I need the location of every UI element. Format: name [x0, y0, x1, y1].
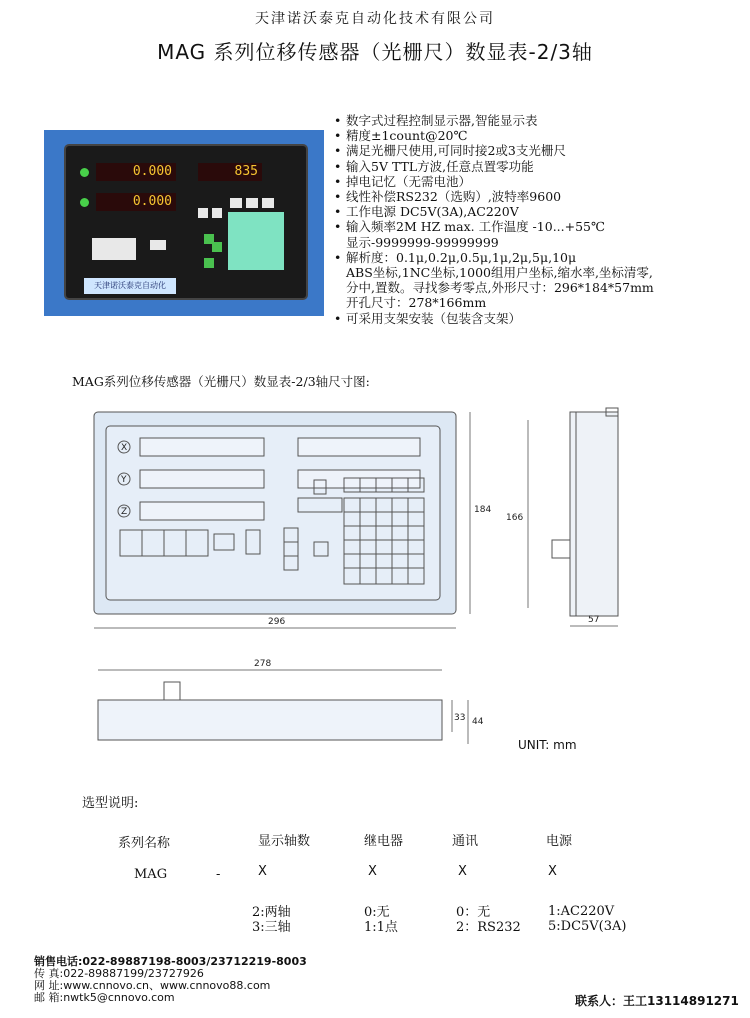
- list-item: 显示-9999999-99999999: [346, 234, 499, 250]
- list-item: • 输入5V TTL方波,任意点置零功能: [334, 159, 744, 174]
- comm-placeholder: X: [458, 864, 467, 879]
- contact-person: 联系人：王工13114891271: [575, 994, 739, 1008]
- header-power: 电源: [546, 834, 573, 849]
- axis-x-label: X: [121, 443, 128, 453]
- dim-h1: 33: [454, 713, 466, 723]
- sales-phone: 销售电话:022-89887198-8003/23712219-8003: [34, 955, 307, 968]
- device-label: 天津诺沃泰克自动化: [84, 278, 176, 294]
- readout-1: 0.000: [96, 163, 176, 181]
- power-option: 5:DC5V(3A): [548, 919, 627, 934]
- header-comm: 通讯: [452, 834, 479, 849]
- list-item: • 输入频率2M HZ max. 工作温度 -10...+55℃: [334, 219, 744, 234]
- email[interactable]: 邮 箱:nwtk5@cnnovo.com: [34, 991, 175, 1004]
- list-item: • 线性补偿RS232（选购）,波特率9600: [334, 189, 744, 204]
- dim-h2: 44: [472, 717, 484, 727]
- dim-cutout: 278: [254, 659, 272, 669]
- header-series: 系列名称: [118, 836, 171, 851]
- relay-option: 1:1点: [364, 920, 398, 935]
- series-dash: -: [216, 867, 221, 882]
- power-option: 1:AC220V: [548, 904, 615, 919]
- axes-option: 2:两轴: [252, 905, 291, 920]
- bottom-view-outline: [98, 700, 442, 740]
- list-item: • 工作电源 DC5V(3A),AC220V: [334, 204, 744, 219]
- header-axes: 显示轴数: [258, 834, 311, 849]
- company-name: 天津诺沃泰克自动化技术有限公司: [255, 11, 495, 27]
- series-value: MAG: [134, 867, 168, 882]
- list-item: • 掉电记忆（无需电池）: [334, 174, 744, 189]
- axes-placeholder: X: [258, 864, 267, 879]
- list-item: • 解析度：0.1μ,0.2μ,0.5μ,1μ,2μ,5μ,10μ: [334, 250, 744, 265]
- side-view-outline: [570, 412, 618, 616]
- header-relay: 继电器: [364, 834, 404, 849]
- dim-height: 184: [474, 505, 492, 515]
- relay-placeholder: X: [368, 864, 377, 879]
- axis-y-label: Y: [121, 475, 127, 485]
- list-item: • 可采用支架安装（包装含支架）: [334, 311, 744, 326]
- power-placeholder: X: [548, 864, 557, 879]
- list-item: 开孔尺寸：278*166mm: [346, 295, 487, 311]
- readout-3: 835: [198, 163, 262, 181]
- selection-title: 选型说明:: [82, 796, 139, 811]
- page-title: MAG 系列位移传感器（光栅尺）数显表-2/3轴: [157, 40, 593, 64]
- fax: 传 真:022-89887199/23727926: [34, 967, 204, 980]
- list-item: ABS坐标,1NC坐标,1000组用户坐标,缩水率,坐标清零,: [346, 265, 653, 281]
- list-item: 分中,置数。寻找参考零点,外形尺寸：296*184*57mm: [346, 280, 654, 296]
- readout-2: 0.000: [96, 193, 176, 211]
- dim-side-height: 166: [506, 513, 524, 523]
- axis-z-label: Z: [121, 507, 128, 517]
- axes-option: 3:三轴: [252, 920, 291, 935]
- relay-option: 0:无: [364, 905, 390, 920]
- list-item: • 满足光栅尺使用,可同时接2或3支光栅尺: [334, 143, 744, 158]
- dim-width: 296: [268, 617, 286, 627]
- comm-option: 2：RS232: [456, 920, 521, 935]
- list-item: • 数字式过程控制显示器,智能显示表: [334, 113, 744, 128]
- dim-depth: 57: [588, 615, 600, 625]
- drawing-title: MAG系列位移传感器（光栅尺）数显表-2/3轴尺寸图:: [72, 374, 370, 389]
- list-item: • 精度±1count@20℃: [334, 128, 744, 143]
- comm-option: 0：无: [456, 905, 491, 920]
- website[interactable]: 网 址:www.cnnovo.cn、www.cnnovo88.com: [34, 979, 271, 992]
- unit-label: UNIT: mm: [518, 738, 577, 752]
